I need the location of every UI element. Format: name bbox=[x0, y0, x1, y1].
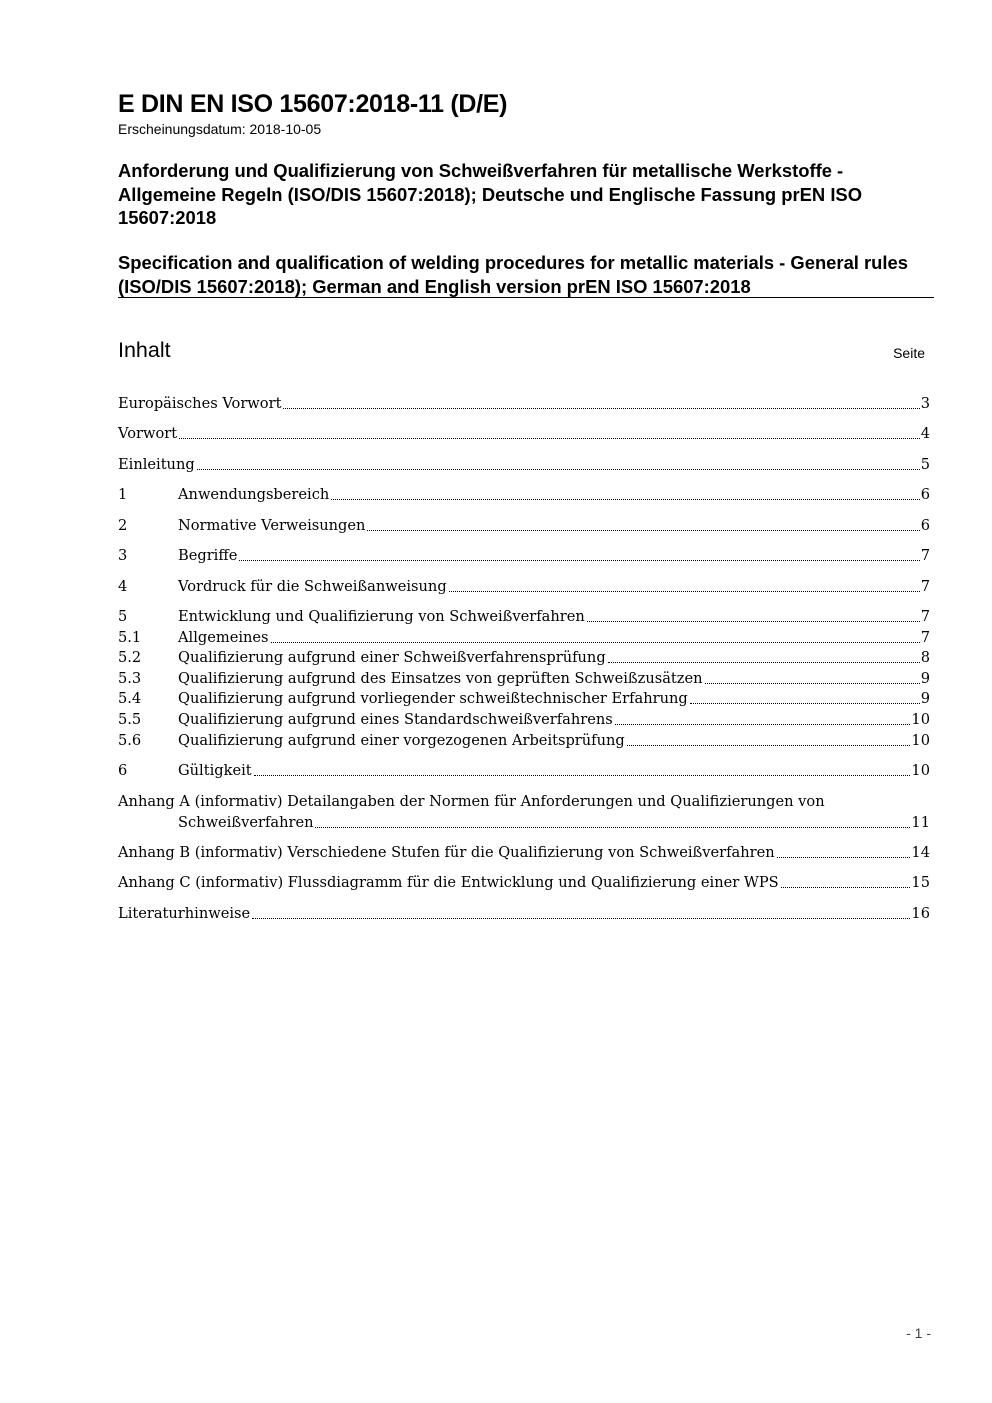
toc-entry-number: 3 bbox=[118, 547, 128, 564]
toc-entry-page: 6 bbox=[920, 517, 930, 534]
page-number: - 1 - bbox=[906, 1325, 931, 1341]
toc-entry-page: 6 bbox=[920, 486, 930, 503]
toc-entry-european-foreword[interactable] bbox=[118, 394, 930, 414]
toc-entry-label: Gültigkeit bbox=[178, 762, 252, 779]
toc-leader-dots bbox=[587, 621, 920, 622]
toc-entry-number: 5.4 bbox=[118, 690, 142, 707]
toc-entry-section-5-6[interactable] bbox=[118, 731, 930, 751]
toc-entry-page: 16 bbox=[911, 905, 930, 922]
toc-entry-page: 5 bbox=[920, 456, 930, 473]
toc-entry-annex-b[interactable] bbox=[118, 843, 930, 863]
toc-entry-section-2[interactable] bbox=[118, 516, 930, 536]
toc-entry-label: Qualifizierung aufgrund des Einsatzes von geprüften Schweißzusätzen bbox=[178, 670, 703, 687]
toc-entry-label: Qualifizierung aufgrund vorliegender schweißtechnischer Erfahrung bbox=[178, 690, 688, 707]
toc-leader-dots bbox=[615, 724, 911, 725]
toc-entry-number: 5.2 bbox=[118, 649, 142, 666]
toc-entry-section-4[interactable] bbox=[118, 577, 930, 597]
toc-leader-dots bbox=[315, 827, 910, 828]
toc-entry-number: 2 bbox=[118, 517, 128, 534]
document-title: E DIN EN ISO 15607:2018-11 (D/E) bbox=[118, 90, 508, 118]
toc-entry-page: 7 bbox=[920, 629, 930, 646]
toc-entry-number: 5.6 bbox=[118, 732, 142, 749]
toc-entry-number: 1 bbox=[118, 486, 128, 503]
toc-entry-number: 5.3 bbox=[118, 670, 142, 687]
toc-entry-page: 7 bbox=[920, 608, 930, 625]
toc-entry-page: 11 bbox=[911, 814, 930, 831]
toc-leader-dots bbox=[197, 469, 920, 470]
toc-entry-section-5-3[interactable] bbox=[118, 669, 930, 689]
toc-entry-annex-a-line1[interactable]: Anhang A (informativ) Detailangaben der Normen für Anforderungen und Qualifizierungen von bbox=[118, 793, 825, 810]
toc-leader-dots bbox=[690, 703, 920, 704]
toc-entry-section-5-5[interactable] bbox=[118, 710, 930, 730]
toc-entry-page: 10 bbox=[911, 732, 930, 749]
toc-leader-dots bbox=[781, 887, 911, 888]
toc-entry-page: 15 bbox=[911, 874, 930, 891]
toc-entry-label: Entwicklung und Qualifizierung von Schweißverfahren bbox=[178, 608, 585, 625]
toc-entry-page: 7 bbox=[920, 578, 930, 595]
toc-entry-annex-c[interactable] bbox=[118, 873, 930, 893]
toc-entry-label: Qualifizierung aufgrund einer vorgezogenen Arbeitsprüfung bbox=[178, 732, 625, 749]
toc-leader-dots bbox=[271, 642, 920, 643]
toc-leader-dots bbox=[179, 438, 920, 439]
toc-leader-dots bbox=[283, 408, 919, 409]
toc-leader-dots bbox=[777, 857, 911, 858]
toc-entry-label: Normative Verweisungen bbox=[178, 517, 366, 534]
toc-entry-page: 7 bbox=[920, 547, 930, 564]
toc-entry-number: 5.5 bbox=[118, 711, 142, 728]
toc-entry-page: 3 bbox=[920, 395, 930, 412]
toc-entry-label: Literaturhinweise bbox=[118, 905, 251, 922]
toc-entry-section-5-1[interactable] bbox=[118, 628, 930, 648]
toc-entry-label: Einleitung bbox=[118, 456, 195, 473]
title-german: Anforderung und Qualifizierung von Schweißverfahren für metallische Werkstoffe - Allgemeine Regeln (ISO/DIS 15607:2018); Deutsche und Englische Fassung prEN ISO 15607:2018 bbox=[118, 160, 863, 228]
toc-entry-page: 8 bbox=[920, 649, 930, 666]
toc-heading: Inhalt bbox=[118, 338, 171, 362]
toc-entry-foreword[interactable] bbox=[118, 424, 930, 444]
toc-entry-introduction[interactable] bbox=[118, 455, 930, 475]
toc-leader-dots bbox=[627, 745, 911, 746]
toc-leader-dots bbox=[705, 683, 920, 684]
toc-entry-section-5[interactable] bbox=[118, 607, 930, 627]
toc-entry-section-3[interactable] bbox=[118, 546, 930, 566]
toc-leader-dots bbox=[239, 560, 919, 561]
toc-entry-section-1[interactable] bbox=[118, 485, 930, 505]
toc-entry-label: Vorwort bbox=[118, 425, 178, 442]
toc-entry-page: 10 bbox=[911, 711, 930, 728]
title-divider bbox=[118, 297, 934, 298]
toc-leader-dots bbox=[254, 775, 911, 776]
toc-entry-page: 14 bbox=[911, 844, 930, 861]
toc-entry-section-6[interactable] bbox=[118, 761, 930, 781]
toc-entry-number: 5 bbox=[118, 608, 128, 625]
toc-entry-label: Begriffe bbox=[178, 547, 238, 564]
toc-entry-page: 9 bbox=[920, 670, 930, 687]
toc-entry-label: Europäisches Vorwort bbox=[118, 395, 282, 412]
toc-entry-page: 4 bbox=[920, 425, 930, 442]
toc-entry-label: Qualifizierung aufgrund einer Schweißverfahrensprüfung bbox=[178, 649, 606, 666]
toc-entry-bibliography[interactable] bbox=[118, 904, 930, 924]
toc-entry-annex-a[interactable] bbox=[118, 813, 930, 833]
toc-entry-label: Schweißverfahren bbox=[178, 814, 314, 831]
toc-entry-label: Anwendungsbereich bbox=[178, 486, 330, 503]
title-english: Specification and qualification of welding procedures for metallic materials - General rules (ISO/DIS 15607:2018); German and English version prEN ISO 15607:2018 bbox=[118, 252, 908, 297]
toc-entry-page: 10 bbox=[911, 762, 930, 779]
toc-entry-label: Vordruck für die Schweißanweisung bbox=[178, 578, 447, 595]
toc-entry-section-5-4[interactable] bbox=[118, 689, 930, 709]
toc-leader-dots bbox=[367, 530, 919, 531]
toc-entry-number: 4 bbox=[118, 578, 128, 595]
toc-leader-dots bbox=[449, 591, 920, 592]
toc-entry-section-5-2[interactable] bbox=[118, 648, 930, 668]
toc-entry-page: 9 bbox=[920, 690, 930, 707]
toc-leader-dots bbox=[331, 499, 919, 500]
publication-date: Erscheinungsdatum: 2018-10-05 bbox=[118, 121, 322, 137]
toc-leader-dots bbox=[608, 662, 920, 663]
toc-entry-label: Anhang B (informativ) Verschiedene Stufen für die Qualifizierung von Schweißverfahren bbox=[118, 844, 775, 861]
toc-leader-dots bbox=[252, 918, 910, 919]
toc-entry-label: Allgemeines bbox=[178, 629, 269, 646]
toc-entry-label: Qualifizierung aufgrund eines Standardschweißverfahrens bbox=[178, 711, 613, 728]
toc-entry-label: Anhang C (informativ) Flussdiagramm für die Entwicklung und Qualifizierung einer WPS bbox=[118, 874, 779, 891]
toc-entry-number: 6 bbox=[118, 762, 128, 779]
toc-entry-number: 5.1 bbox=[118, 629, 142, 646]
toc-page-column-label: Seite bbox=[893, 345, 925, 361]
